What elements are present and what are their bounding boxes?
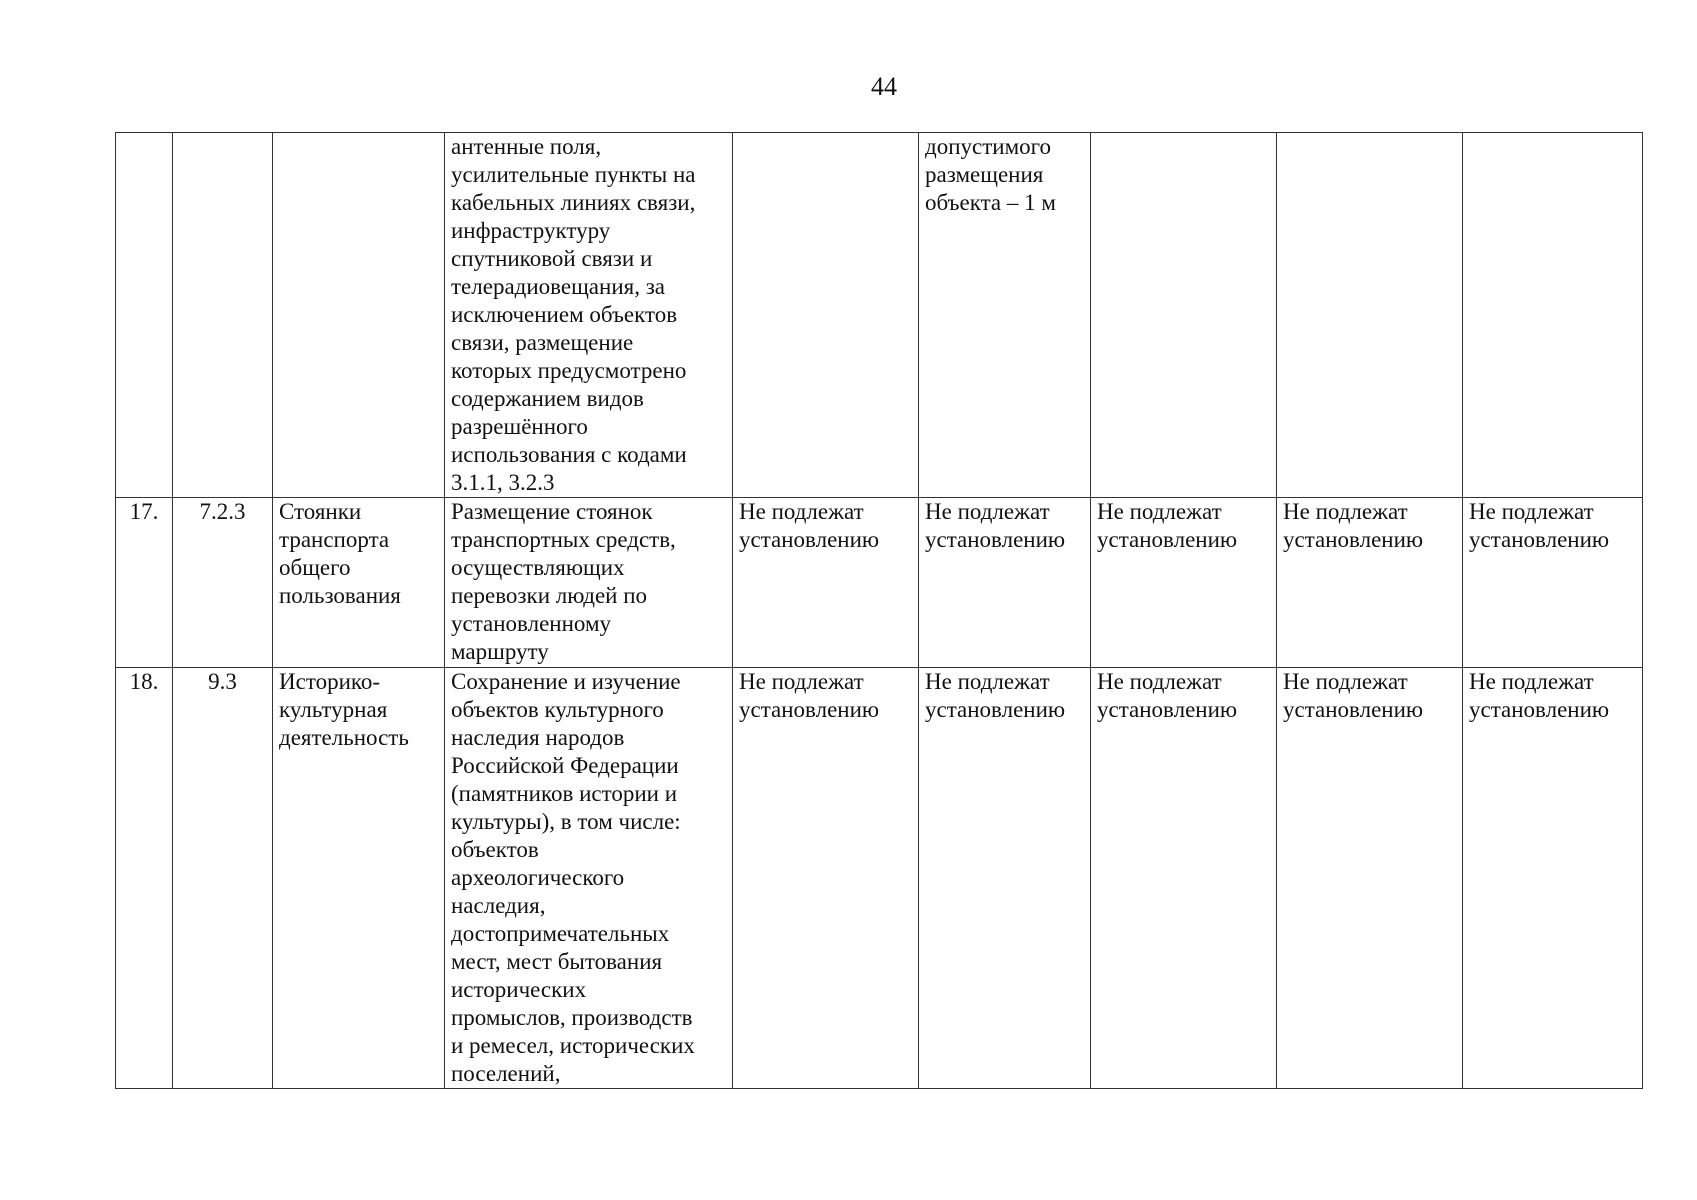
param-cell-1: Не подлежат установлению [733,498,919,668]
param-cell-5 [1463,133,1643,498]
row-number-cell: 17. [116,498,173,668]
use-description-cell: антенные поля, усилительные пункты на кабельных линиях связи, инфраструктуру спутниковой связи и телерадиовещания, за исключением объектов связи, размещение которых предусмотрено содержанием видов разрешённого использования с кодами 3.1.1, 3.2.3 [445,133,733,498]
table-row [116,133,1643,498]
param-cell-4: Не подлежат установлению [1277,498,1463,668]
land-use-regulations-table [115,132,1643,1089]
param-cell-5: Не подлежат установлению [1463,668,1643,1089]
page-number: 44 [871,72,897,101]
param-cell-4 [1277,133,1463,498]
row-number-cell [116,133,173,498]
use-code-cell [173,133,273,498]
param-cell-3: Не подлежат установлению [1091,498,1277,668]
param-cell-1 [733,133,919,498]
param-cell-3 [1091,133,1277,498]
row-number-cell: 18. [116,668,173,1089]
param-cell-2: Не подлежат установлению [919,668,1091,1089]
param-cell-2: допустимого размещения объекта – 1 м [919,133,1091,498]
use-name-cell: Историко- культурная деятельность [273,668,445,1089]
param-cell-5: Не подлежат установлению [1463,498,1643,668]
use-name-cell [273,133,445,498]
use-description-cell: Сохранение и изучение объектов культурного наследия народов Российской Федерации (памятников истории и культуры), в том числе: объектов археологического наследия, достопримечательных мест, мест бытования исторических промыслов, производств и ремесел, исторических поселений, [445,668,733,1089]
param-cell-4: Не подлежат установлению [1277,668,1463,1089]
table-row [116,668,1643,1089]
param-cell-2: Не подлежат установлению [919,498,1091,668]
param-cell-1: Не подлежат установлению [733,668,919,1089]
use-name-cell: Стоянки транспорта общего пользования [273,498,445,668]
use-description-cell: Размещение стоянок транспортных средств, осуществляющих перевозки людей по установленному маршруту [445,498,733,668]
use-code-cell: 7.2.3 [173,498,273,668]
table-row [116,498,1643,668]
param-cell-3: Не подлежат установлению [1091,668,1277,1089]
use-code-cell: 9.3 [173,668,273,1089]
